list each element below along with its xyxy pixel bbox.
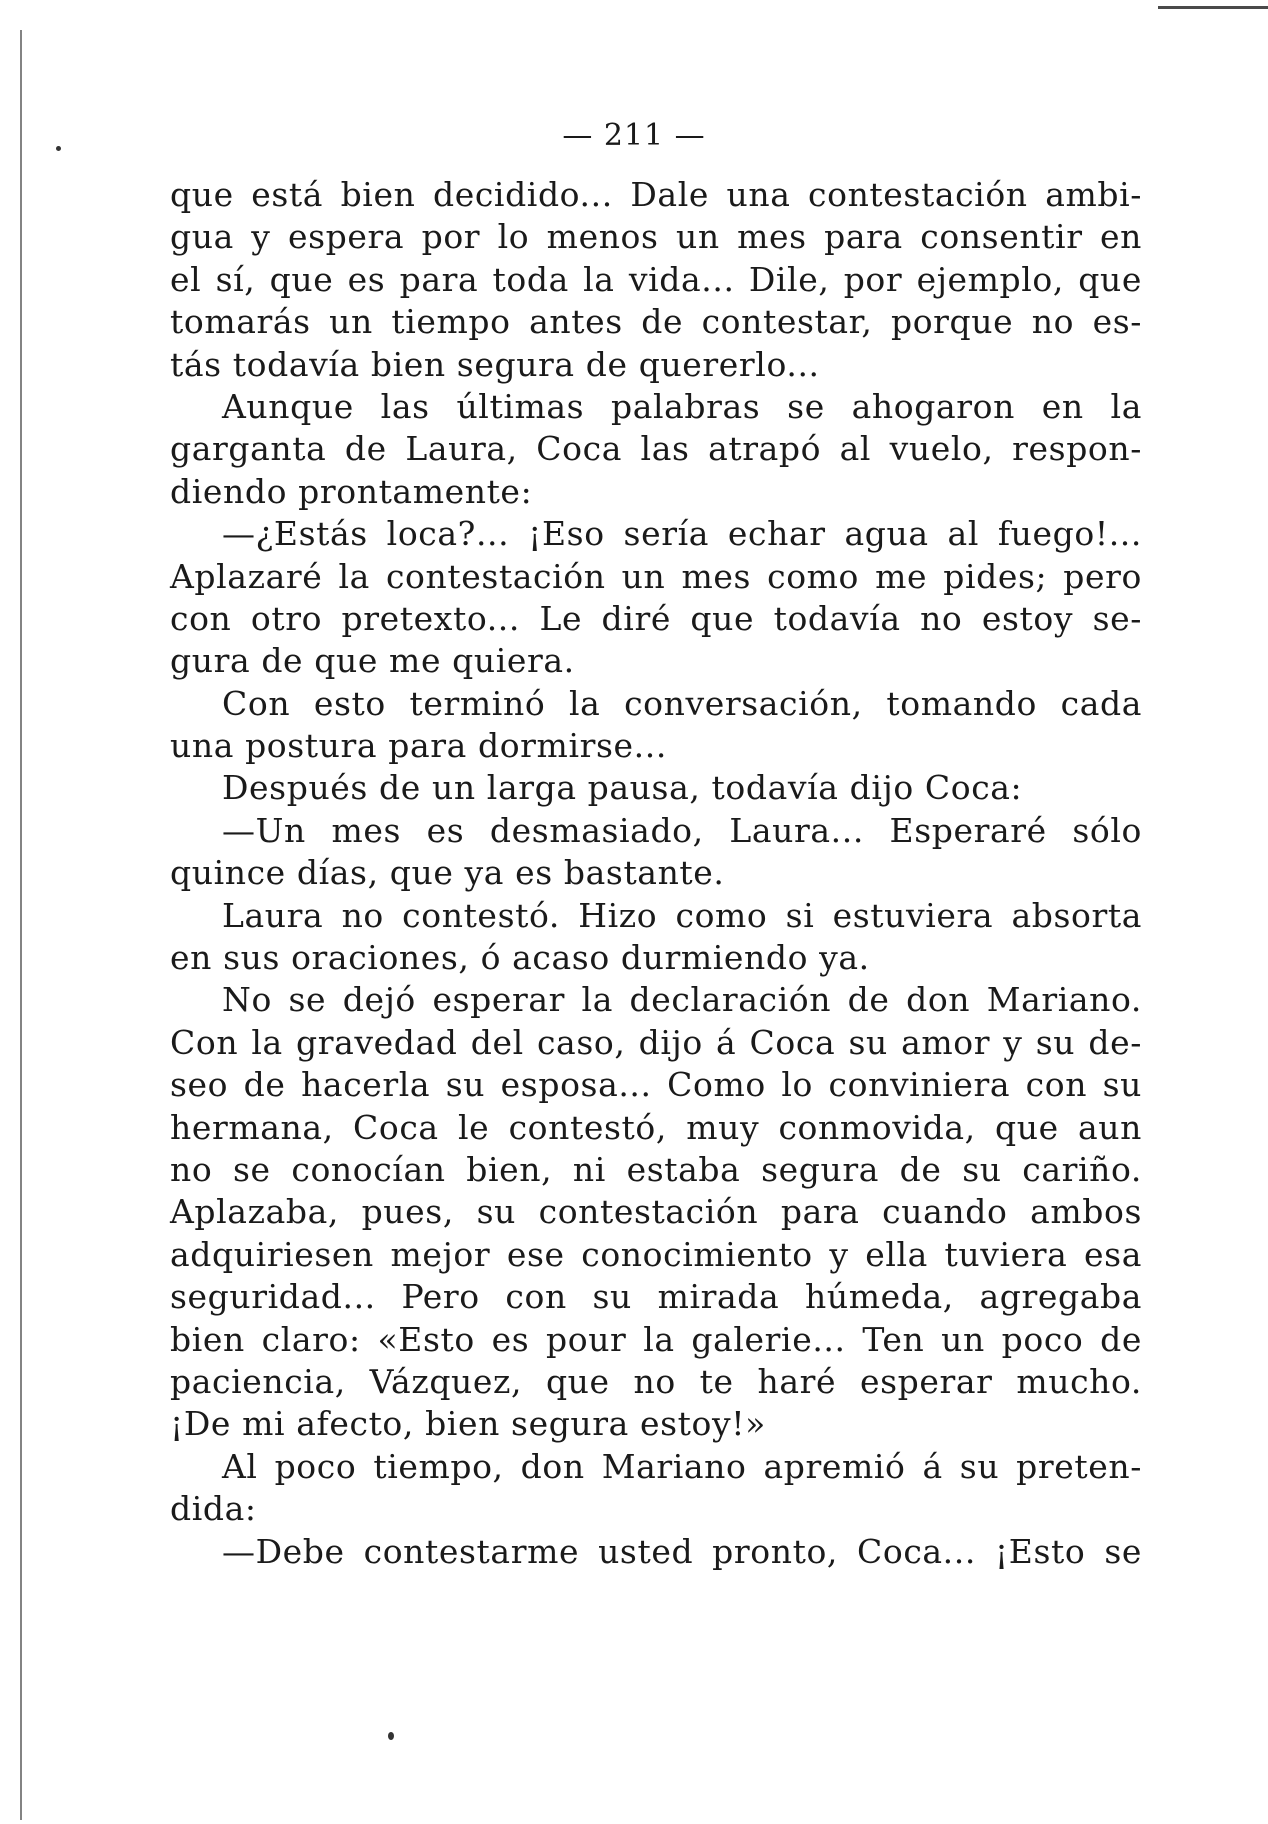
text-line: adquiriesen mejor ese conocimiento y ella tuviera esa xyxy=(170,1234,1142,1274)
text-line: que está bien decidido... Dale una contestación ambi- xyxy=(170,175,1142,214)
text-line: No se dejó esperar la declaración de don Mariano. xyxy=(222,980,1142,1020)
text-line: Con esto terminó la conversación, tomando cada xyxy=(222,683,1142,723)
page-edge-shadow xyxy=(20,30,22,1820)
text-line: Con la gravedad del caso, dijo á Coca su amor y su de- xyxy=(170,1022,1142,1062)
page-number: — 211 — xyxy=(562,118,706,153)
text-line: en sus oraciones, ó acaso durmiendo ya. xyxy=(170,938,870,978)
text-line: una postura para dormirse... xyxy=(170,726,667,766)
text-line: tás todavía bien segura de quererlo... xyxy=(170,344,820,384)
text-line: bien claro: «Esto es pour la galerie... Ten un poco de xyxy=(170,1319,1142,1359)
text-line: Aplazaba, pues, su contestación para cuando ambos xyxy=(170,1192,1142,1232)
text-line: diendo prontamente: xyxy=(170,471,533,511)
text-line: Después de un larga pausa, todavía dijo Coca: xyxy=(222,768,1023,808)
text-line: —¿Estás loca?... ¡Eso sería echar agua al fuego!... xyxy=(222,514,1142,554)
text-line: Aplazaré la contestación un mes como me pides; pero xyxy=(170,556,1142,596)
text-line: con otro pretexto... Le diré que todavía no estoy se- xyxy=(170,598,1142,638)
text-line: —Debe contestarme usted pronto, Coca... ¡Esto se xyxy=(222,1531,1142,1571)
text-line: no se conocían bien, ni estaba segura de su cariño. xyxy=(170,1149,1142,1189)
text-line: gura de que me quiera. xyxy=(170,641,575,681)
text-line: Aunque las últimas palabras se ahogaron en la xyxy=(222,386,1142,426)
text-line: dida: xyxy=(170,1489,257,1529)
ink-speck xyxy=(388,1732,394,1740)
text-line: seo de hacerla su esposa... Como lo conviniera con su xyxy=(170,1065,1142,1105)
text-line: paciencia, Vázquez, que no te haré esperar mucho. xyxy=(170,1361,1142,1401)
text-line: hermana, Coca le contestó, muy conmovida, que aun xyxy=(170,1107,1142,1147)
text-line: quince días, que ya es bastante. xyxy=(170,853,725,893)
text-line: —Un mes es desmasiado, Laura... Esperaré sólo xyxy=(222,810,1142,850)
text-line: gua y espera por lo menos un mes para consentir en xyxy=(170,217,1142,257)
text-line: Al poco tiempo, don Mariano apremió á su preten- xyxy=(222,1446,1142,1486)
text-line: garganta de Laura, Coca las atrapó al vuelo, respon- xyxy=(170,429,1142,469)
text-line: tomarás un tiempo antes de contestar, porque no es- xyxy=(170,302,1142,342)
text-line: Laura no contestó. Hizo como si estuviera absorta xyxy=(222,895,1142,935)
body-text xyxy=(170,174,1142,1573)
text-line: el sí, que es para toda la vida... Dile, por ejemplo, que xyxy=(170,259,1142,299)
page-edge-mark xyxy=(1158,6,1268,9)
text-line: ¡De mi afecto, bien segura estoy!» xyxy=(170,1404,766,1444)
text-line: seguridad... Pero con su mirada húmeda, agregaba xyxy=(170,1277,1142,1317)
